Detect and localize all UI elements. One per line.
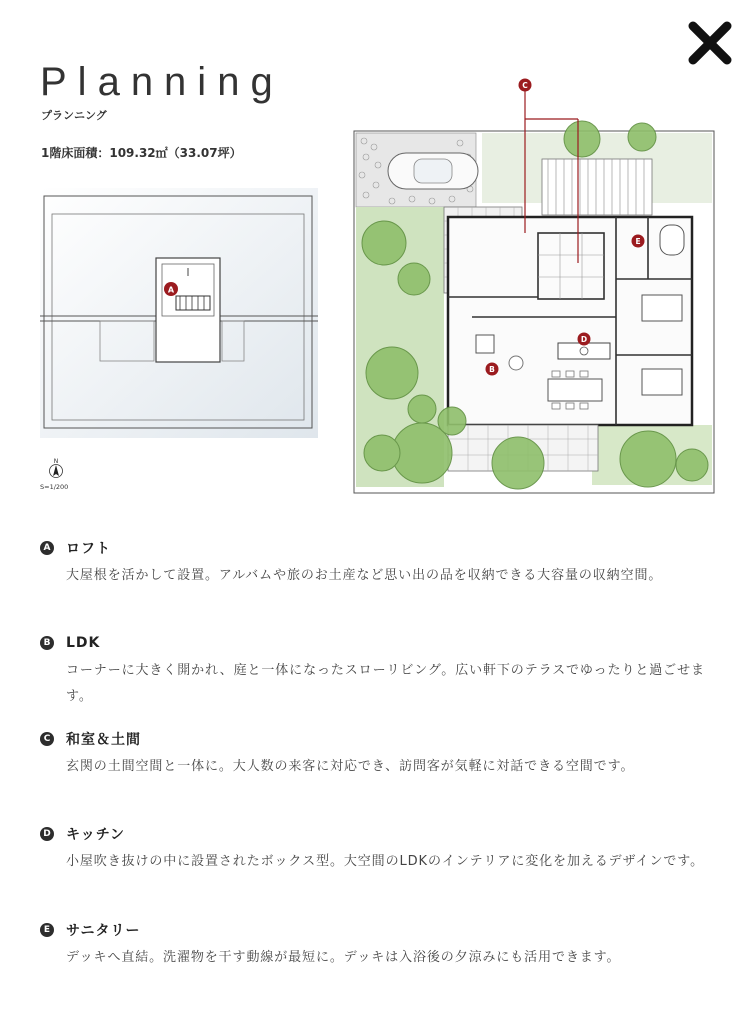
floor-area: 1階床面積：109.32㎡（33.07坪） — [41, 146, 242, 160]
marker-b-label: B — [489, 364, 495, 374]
feature-item-e — [40, 919, 730, 971]
feature-item-a — [40, 537, 730, 589]
feature-text: コーナーに大きく開かれ、庭と一体になったスローリビング。広い軒下のテラスでゆったりと過ごせます。 — [66, 663, 705, 704]
feature-heading: 和室＆土間 — [66, 732, 141, 748]
feature-text: 小屋吹き抜けの中に設置されたボックス型。大空間のLDKのインテリアに変化を加えるデザインです。 — [66, 854, 704, 869]
badge-c: C — [40, 732, 54, 746]
badge-b: B — [40, 636, 54, 650]
feature-text: デッキへ直結。洗濯物を干す動線が最短に。デッキは入浴後の夕涼みにも活用できます。 — [66, 950, 621, 965]
marker-d-label: D — [580, 334, 588, 344]
feature-heading: ロフト — [66, 541, 111, 557]
feature-text: 玄関の土間空間と一体に。大人数の来客に対応でき、訪問客が気軽に対話できる空間です。 — [66, 759, 635, 774]
north-label: N — [53, 458, 59, 465]
loft-plan-drawing — [40, 188, 318, 438]
feature-item-d — [40, 823, 730, 875]
feature-item-b — [40, 632, 730, 710]
marker-e-label: E — [635, 236, 641, 246]
page-subtitle: プランニング — [41, 109, 107, 122]
feature-heading: サニタリー — [66, 923, 141, 939]
badge-d: D — [40, 827, 54, 841]
north-arrow-icon — [40, 455, 80, 495]
page-title: Planning — [40, 60, 284, 104]
floor-plan-drawing — [352, 73, 730, 497]
badge-e: E — [40, 923, 54, 937]
close-icon[interactable] — [687, 20, 733, 66]
marker-a-label: A — [167, 285, 175, 295]
feature-heading: キッチン — [66, 827, 126, 843]
scale-label: S=1/200 — [40, 483, 69, 491]
badge-a: A — [40, 541, 54, 555]
feature-item-c — [40, 728, 730, 780]
feature-heading: LDK — [66, 635, 101, 651]
marker-c-label: C — [522, 80, 528, 90]
feature-text: 大屋根を活かして設置。アルバムや旅のお土産など思い出の品を収納できる大容量の収納空間。 — [66, 568, 663, 583]
